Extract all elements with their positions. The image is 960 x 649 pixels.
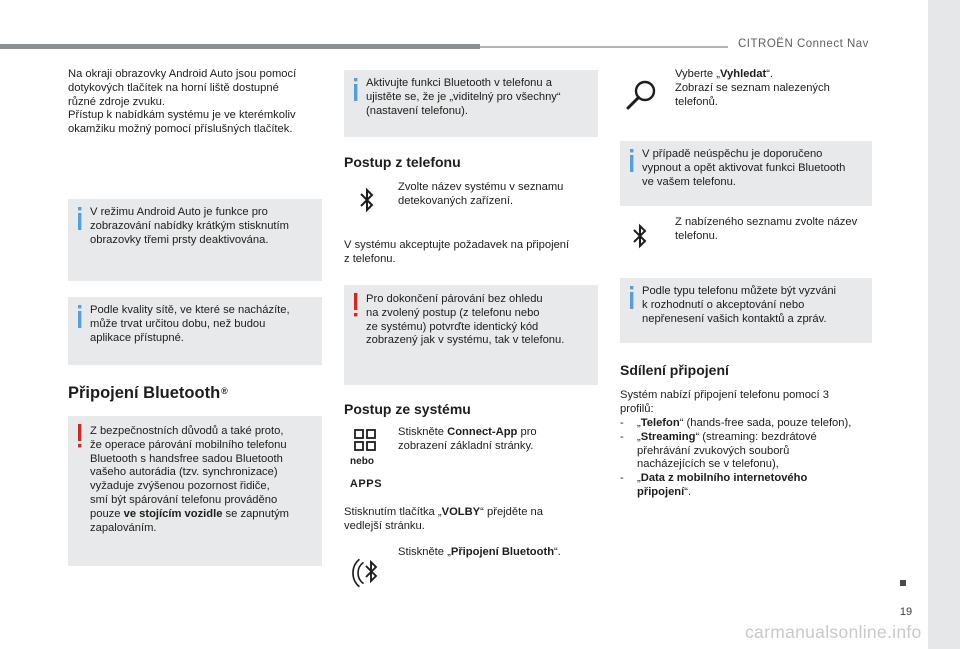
text-line: z telefonu. [344,252,396,265]
text-line: zobrazení základní stránky. [398,439,534,452]
warning-note-safety [68,416,322,566]
text-line: telefonů. [675,95,718,108]
text-line: Z nabízeného seznamu zvolte název [675,216,858,228]
bold-term: Připojení Bluetooth [450,546,555,558]
header-rule [0,44,480,49]
text-line: ve vašem telefonu. [642,175,736,188]
text-line: Zvolte název systému v seznamu [398,181,564,193]
text-line: dotykových tlačítek na horní liště dostupné [68,81,279,94]
list-dash: - [620,472,624,485]
info-note-contacts [620,278,872,343]
info-note-text [90,304,290,345]
bold-term: Vyhledat [719,68,767,80]
text-segment: “ (streaming: bezdrátové [695,430,817,443]
text-line: telefonu. [675,229,718,242]
text-line: různé zdroje zvuku. [68,95,166,108]
text-line [637,486,851,500]
text-line: okamžiku možný pomocí příslušných tlačítek. [68,123,293,136]
bold-term: Telefon [640,417,680,429]
info-note-android-auto [68,199,322,281]
apps-grid-icon [354,429,376,451]
text-line: ujistěte se, že je „viditelný pro všechny“ [366,90,561,103]
text-segment: “. [766,68,774,80]
text-line: detekovaných zařízení. [398,194,514,207]
subheading-from-phone: Postup z telefonu [344,154,461,170]
subheading-connection-sharing: Sdílení připojení [620,362,729,378]
warning-icon [354,293,358,317]
text-line: Bluetooth s handsfree sadou Bluetooth [90,452,283,465]
text-line [637,431,851,445]
text-line: že operace párování mobilního telefonu [90,438,287,451]
info-note-text [642,148,845,189]
text-line: ze systému) potvrďte identický kód [366,320,539,333]
subheading-from-system: Postup ze systému [344,401,471,417]
bluetooth-icon [631,223,649,249]
bold-term: VOLBY [441,506,481,518]
text-segment: se zapnutým [222,507,289,520]
info-note-text [90,206,289,247]
step-select-system [398,181,563,209]
warning-note-text [366,293,564,348]
info-note-failure [620,141,872,206]
text-line: V systému akceptujte požadavek na připojení [344,239,570,251]
text-line [398,426,537,440]
text-segment: Stisknutím tlačítka „ [344,506,442,518]
list-dash: - [620,417,624,429]
registered-mark: ® [221,386,228,396]
text-segment: Stiskněte „ [398,546,451,558]
text-line [398,546,561,560]
info-icon [78,207,82,231]
text-line: Na okraji obrazovky Android Auto jsou pomocí [68,68,297,80]
options-step-text [344,506,543,534]
info-note-network [68,297,322,365]
text-line: přehrávání zvukových souborů [637,444,790,457]
search-icon [624,78,658,112]
text-line: aplikace přístupné. [90,331,184,344]
bold-term: Data z mobilního internetového [640,472,808,485]
list-item-streaming [620,431,851,472]
text-line: zobrazený jak v systému, tak v telefonu. [366,334,565,347]
text-line [675,68,830,82]
heading-text: Připojení Bluetooth [68,384,221,402]
bold-term: připojení [637,485,685,498]
end-of-section-marker [900,580,906,586]
info-icon [354,78,358,102]
or-label: nebo [350,456,374,467]
list-dash: - [620,430,624,443]
header-brand: CITROËN Connect Nav [738,38,869,50]
text-line: zapalováním. [90,521,157,534]
warning-note-code [344,285,598,385]
bluetooth-connection-icon [350,553,390,593]
text-segment: “. [554,546,561,558]
text-line: k rozhodnutí o akceptování nebo [642,298,805,311]
page-number: 19 [899,606,913,618]
watermark: carmanualsonline.info [745,622,922,642]
text-line: Podle kvality sítě, ve které se nacházíte, [90,304,290,316]
text-line: profilů: [620,402,654,415]
bold-term: Connect-App [447,426,518,438]
bold-term: Streaming [640,430,696,443]
list-item-telefon [620,417,851,431]
text-segment: “ přejděte na [480,506,543,518]
text-line: na zvolený postup (z telefonu nebo [366,306,540,319]
step-search [675,68,830,109]
text-line: může trvat určitou dobu, než budou [90,317,266,330]
text-line: smí být spárování telefonu prováděno [90,493,278,506]
info-note-text [642,285,836,326]
text-segment: Stiskněte [398,426,448,438]
android-auto-intro [68,68,296,137]
text-line: vyžaduje zvýšenou pozornost řidiče, [90,480,270,493]
bold-term: ve stojícím vozidle [123,507,223,520]
accept-request-text [344,239,569,267]
text-segment: pro [517,426,537,438]
page-side-strip [928,0,960,649]
text-line [637,472,851,486]
text-segment: „ [637,417,641,429]
bluetooth-icon [358,187,376,213]
text-segment: „ [637,472,641,485]
warning-note-text [90,425,289,535]
text-segment: Vyberte „ [675,68,720,80]
text-segment: pouze [90,507,124,520]
info-note-visibility [344,70,598,137]
header-rule-thin [480,46,728,48]
text-line: V případě neúspěchu je doporučeno [642,148,823,160]
text-segment: “ (hands-free sada, pouze telefon), [679,417,852,429]
text-line [90,508,289,522]
text-line: nepřenesení vašich kontaktů a zpráv. [642,312,827,325]
step-select-phone [675,216,857,244]
text-line: vypnout a opět aktivovat funkci Bluetooth [642,161,846,174]
text-line: obrazovky třemi prsty deaktivována. [90,233,269,246]
step-bluetooth-connection [398,546,561,560]
text-line [344,506,543,520]
text-line: Pro dokončení párování bez ohledu [366,293,543,305]
section-heading-bluetooth [68,382,228,404]
text-line: zobrazování nabídky krátkým stisknutím [90,219,289,232]
text-line [637,417,851,431]
info-note-text [366,77,561,118]
info-icon [630,149,634,173]
text-line: Aktivujte funkci Bluetooth v telefonu a [366,77,552,89]
text-line: V režimu Android Auto je funkce pro [90,206,268,218]
text-line: Z bezpečnostních důvodů a také proto, [90,425,284,437]
text-line: vašeho autorádia (tzv. synchronizace) [90,466,278,479]
text-line: vedlejší stránku. [344,519,425,532]
list-item-data [620,472,851,500]
text-line: Podle typu telefonu můžete být vyzváni [642,285,837,297]
text-line: Zobrazí se seznam nalezených [675,81,830,94]
info-icon [630,286,634,310]
text-segment: „ [637,430,641,443]
warning-icon [78,424,82,448]
text-line: Systém nabízí připojení telefonu pomocí 3 [620,389,829,401]
profile-list [620,417,851,500]
step-connect-app [398,426,537,454]
text-segment: “. [684,485,692,498]
text-line: Přístup k nabídkám systému je ve kterémkoliv [68,109,296,122]
text-line: nacházejících se v telefonu), [637,458,779,471]
profiles-intro [620,389,829,417]
apps-label: APPS [349,478,383,490]
text-line: (nastavení telefonu). [366,104,468,117]
info-icon [78,305,82,329]
